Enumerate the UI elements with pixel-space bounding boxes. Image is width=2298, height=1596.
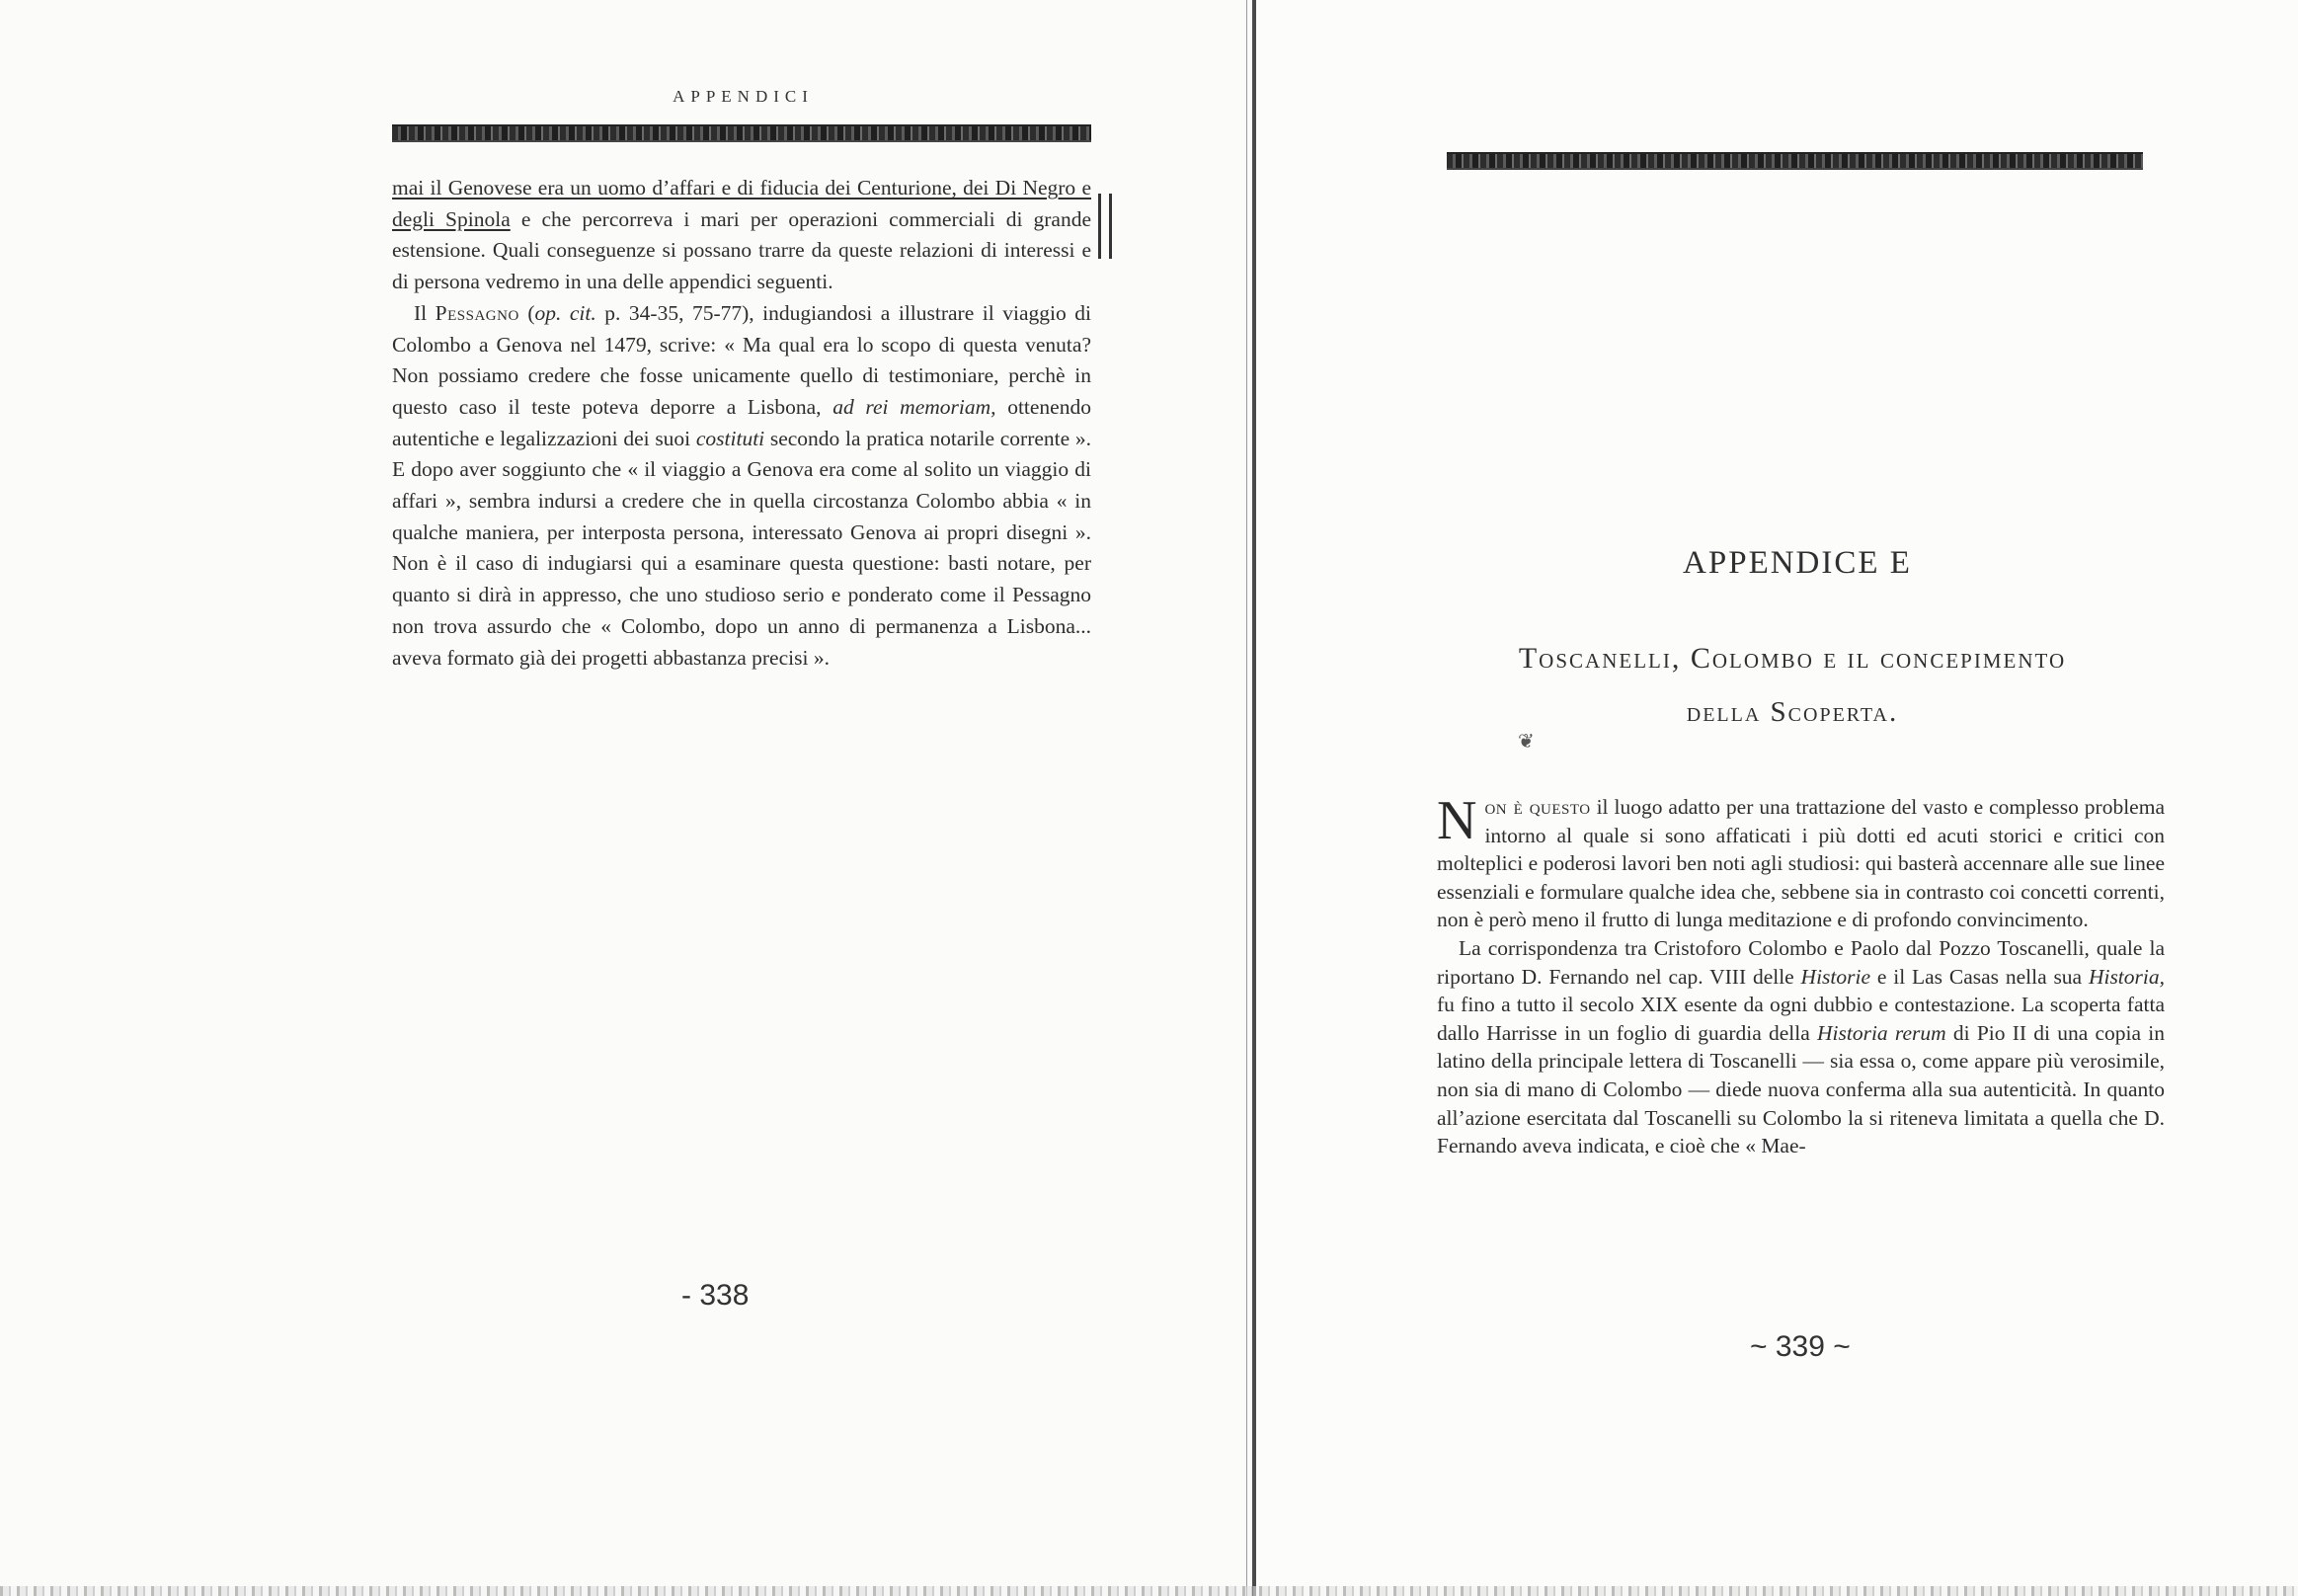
book-spine (1252, 0, 1256, 1596)
paragraph-text: La corrispondenza tra Cristoforo Colombo e Paolo dal Pozzo Toscanelli, quale la riportano D. Fernando nel cap. VIII delle (1437, 935, 2165, 989)
paragraph-text: e il Las Casas nella sua (1870, 964, 2089, 989)
paragraph-text: p. 34-35, 75-77), indugiandosi a illustrare il viaggio di Colombo a Genova nel 1479, scrive: « Ma qual era lo scopo di questa venuta? Non possiamo credere che fosse unicamente quello di testimoniare, perchè in questo caso il teste poteva deporre a Lisbona, (392, 300, 1091, 419)
ornament-icon: ❦ (1518, 731, 1535, 753)
left-paragraph-1 (392, 173, 1091, 298)
right-body-text (1437, 790, 2166, 1160)
margin-mark (1098, 194, 1112, 259)
paragraph-text: il luogo adatto per una trattazione del vasto e complesso problema intorno al quale si sono affaticati i più dotti ed acuti storici e critici con molteplici e poderosi lavori ben noti agli studiosi: qui basterà accennare alle sue linee essenziali e formulare qualche idea che, sebbene sia in contrasto coi concetti correnti, non è però meno il frutto di lunga meditazione e di profondo convincimento. (1437, 795, 2165, 932)
page-number: - 338 (681, 1279, 750, 1312)
paragraph-text: e che percorreva i mari per operazioni commerciali di grande estensione. Quali conseguenze si possano trarre da queste relazioni di interessi e di persona vedremo in una delle appendici seguenti. (392, 206, 1091, 294)
italic-term: costituti (695, 426, 765, 450)
appendix-subtitle-line-2: della Scoperta. (1686, 696, 1899, 728)
book-title-italic: Historia rerum (1816, 1020, 1946, 1045)
right-page (1259, 0, 2298, 1596)
appendix-title: APPENDICE E (1683, 545, 1912, 581)
citation-italic: op. cit. (534, 300, 596, 325)
header-rule (392, 124, 1091, 142)
paragraph-text: di Pio II di una copia in latino della principale lettera di Toscanelli — sia essa o, come appare più verosimile, non sia di mano di Colombo — diede nuova conferma alla sua autenticità. In quanto all’azione esercitata dal Toscanelli su Colombo la si riteneva limitata a quella che D. Fernando aveva indicata, e cioè che « Mae- (1437, 1020, 2166, 1158)
author-name: Pessagno (435, 300, 519, 325)
book-title-italic: Historie (1800, 964, 1871, 989)
paragraph-text: ottenendo autentiche e legalizzazioni dei suoi (392, 394, 1091, 450)
page-number: ~ 339 ~ (1750, 1330, 1851, 1363)
lead-words: on è questo (1484, 795, 1591, 819)
latin-phrase: ad rei memoriam, (832, 394, 996, 419)
right-paragraph-2 (1437, 934, 2165, 1160)
drop-cap: N (1437, 790, 1477, 851)
paragraph-text: secondo la pratica notarile corrente ». E dopo aver soggiunto che « il viaggio a Genova era come al solito un viaggio di affari », sembra indursi a credere che in quella circostanza Colombo abbia « in qualche maniera, per interposta persona, interessato Genova ai propri disegni ». Non è il caso di indugiarsi qui a esaminare questa questione: basti notare, per quanto si dirà in appresso, che uno studioso serio e ponderato come il Pessagno non trova assurdo che « Colombo, dopo un anno di permanenza a Lisbona... aveva formato già dei progetti abbastanza precisi ». (392, 426, 1091, 670)
right-paragraph-1 (1437, 790, 2165, 934)
gutter-line (1246, 0, 1247, 1596)
underlined-passage: mai il Genovese era un uomo d’affari e di fiducia dei Centurione, dei Di Negro e degli Spinola (392, 176, 1091, 231)
left-body-text (392, 173, 1091, 674)
header-rule (1447, 152, 2143, 170)
left-paragraph-2 (392, 298, 1091, 674)
paragraph-text: ( (518, 300, 535, 325)
paragraph-text: Il (414, 300, 436, 325)
appendix-subtitle-line-1: Toscanelli, Colombo e il concepimento (1518, 642, 2067, 675)
paragraph-text: fu fino a tutto il secolo XIX esente da ogni dubbio e contestazione. La scoperta fatta dallo Harrisse in un foglio di guardia della (1437, 993, 2165, 1045)
book-title-italic: Historia, (2088, 964, 2165, 989)
running-header: APPENDICI (673, 87, 814, 106)
scan-edge-noise (0, 1586, 2298, 1596)
